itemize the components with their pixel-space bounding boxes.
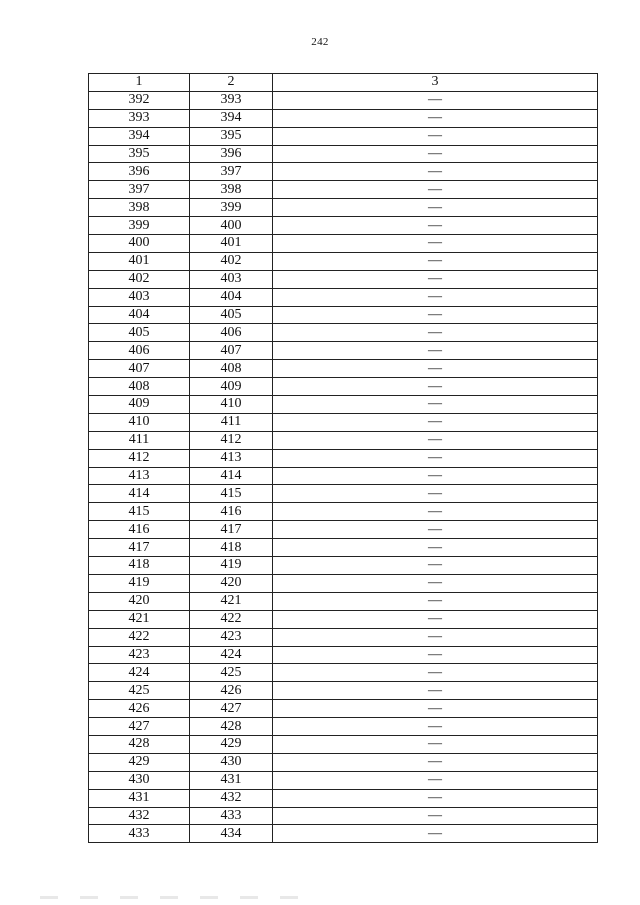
table-row <box>89 628 598 646</box>
table-cell-col1: 432 <box>89 807 190 825</box>
table-header <box>89 74 598 92</box>
table-cell-col1: 406 <box>89 342 190 360</box>
table-cell-col3: — <box>273 753 598 771</box>
table-cell-col3: — <box>273 700 598 718</box>
table-cell-col1: 420 <box>89 592 190 610</box>
table-cell-col2: 406 <box>190 324 273 342</box>
table-cell-col1: 421 <box>89 610 190 628</box>
table-row <box>89 378 598 396</box>
table-cell-col3: — <box>273 467 598 485</box>
table-cell-col2: 398 <box>190 181 273 199</box>
table-cell-col1: 394 <box>89 127 190 145</box>
table-cell-col1: 392 <box>89 91 190 109</box>
table-cell-col2: 411 <box>190 413 273 431</box>
table-cell-col3: — <box>273 735 598 753</box>
table-cell-col1: 407 <box>89 360 190 378</box>
table-cell-col3: — <box>273 718 598 736</box>
table-row <box>89 771 598 789</box>
table-row <box>89 431 598 449</box>
table-cell-col3: — <box>273 413 598 431</box>
table-row <box>89 467 598 485</box>
table-row <box>89 789 598 807</box>
table-cell-col1: 413 <box>89 467 190 485</box>
table-cell-col2: 423 <box>190 628 273 646</box>
table-row <box>89 521 598 539</box>
table-cell-col3: — <box>273 628 598 646</box>
table-cell-col3: — <box>273 396 598 414</box>
table-cell-col1: 418 <box>89 557 190 575</box>
table-cell-col1: 415 <box>89 503 190 521</box>
table-cell-col2: 419 <box>190 557 273 575</box>
table-cell-col3: — <box>273 610 598 628</box>
table-row <box>89 324 598 342</box>
table-cell-col1: 424 <box>89 664 190 682</box>
table-cell-col1: 393 <box>89 109 190 127</box>
table-cell-col2: 399 <box>190 199 273 217</box>
table-cell-col2: 422 <box>190 610 273 628</box>
table-cell-col3: — <box>273 324 598 342</box>
table-cell-col1: 408 <box>89 378 190 396</box>
table-cell-col3: — <box>273 217 598 235</box>
table-cell-col3: — <box>273 145 598 163</box>
table-cell-col2: 418 <box>190 539 273 557</box>
table-row <box>89 610 598 628</box>
table-cell-col3: — <box>273 109 598 127</box>
table-row <box>89 396 598 414</box>
table-row <box>89 682 598 700</box>
table-cell-col3: — <box>273 91 598 109</box>
table-cell-col3: — <box>273 288 598 306</box>
table-cell-col1: 417 <box>89 539 190 557</box>
table-row <box>89 306 598 324</box>
table-cell-col3: — <box>273 449 598 467</box>
table-cell-col2: 404 <box>190 288 273 306</box>
table-cell-col2: 405 <box>190 306 273 324</box>
table-cell-col2: 424 <box>190 646 273 664</box>
table-cell-col3: — <box>273 306 598 324</box>
table-row <box>89 718 598 736</box>
table-cell-col2: 427 <box>190 700 273 718</box>
table-cell-col2: 400 <box>190 217 273 235</box>
table-cell-col1: 398 <box>89 199 190 217</box>
table-cell-col1: 395 <box>89 145 190 163</box>
table-cell-col3: — <box>273 360 598 378</box>
table-cell-col2: 426 <box>190 682 273 700</box>
table-cell-col3: — <box>273 592 598 610</box>
table-cell-col3: — <box>273 235 598 253</box>
data-table <box>88 73 598 843</box>
table-cell-col2: 408 <box>190 360 273 378</box>
table-row <box>89 700 598 718</box>
table-cell-col3: — <box>273 270 598 288</box>
table-cell-col2: 416 <box>190 503 273 521</box>
table-row <box>89 646 598 664</box>
table-row <box>89 91 598 109</box>
table-cell-col3: — <box>273 574 598 592</box>
table-cell-col3: — <box>273 557 598 575</box>
table-row <box>89 557 598 575</box>
table-cell-col1: 414 <box>89 485 190 503</box>
table-cell-col2: 434 <box>190 825 273 843</box>
table-cell-col2: 401 <box>190 235 273 253</box>
table-cell-col2: 413 <box>190 449 273 467</box>
table-row <box>89 574 598 592</box>
table-cell-col2: 430 <box>190 753 273 771</box>
table-cell-col1: 403 <box>89 288 190 306</box>
table-cell-col2: 433 <box>190 807 273 825</box>
table-cell-col1: 411 <box>89 431 190 449</box>
table-row <box>89 342 598 360</box>
table-cell-col2: 402 <box>190 252 273 270</box>
table-row <box>89 485 598 503</box>
table-cell-col3: — <box>273 163 598 181</box>
table-cell-col3: — <box>273 181 598 199</box>
table-cell-col2: 421 <box>190 592 273 610</box>
table-cell-col3: — <box>273 252 598 270</box>
table-cell-col3: — <box>273 646 598 664</box>
table-cell-col1: 404 <box>89 306 190 324</box>
table-cell-col2: 403 <box>190 270 273 288</box>
table-row <box>89 181 598 199</box>
table-cell-col1: 396 <box>89 163 190 181</box>
table-cell-col2: 412 <box>190 431 273 449</box>
table-cell-col1: 422 <box>89 628 190 646</box>
table-cell-col2: 431 <box>190 771 273 789</box>
table-cell-col3: — <box>273 771 598 789</box>
column-header-2: 2 <box>190 74 273 92</box>
table-cell-col1: 427 <box>89 718 190 736</box>
table-cell-col3: — <box>273 807 598 825</box>
table-row <box>89 235 598 253</box>
table-row <box>89 449 598 467</box>
table-row <box>89 413 598 431</box>
table-row <box>89 360 598 378</box>
table-cell-col2: 396 <box>190 145 273 163</box>
table-cell-col2: 395 <box>190 127 273 145</box>
table-row <box>89 127 598 145</box>
table-cell-col1: 431 <box>89 789 190 807</box>
table-cell-col3: — <box>273 682 598 700</box>
table-row <box>89 145 598 163</box>
table-cell-col3: — <box>273 539 598 557</box>
header-row <box>89 74 598 92</box>
table-cell-col1: 433 <box>89 825 190 843</box>
table-row <box>89 539 598 557</box>
table-cell-col2: 425 <box>190 664 273 682</box>
table-cell-col2: 397 <box>190 163 273 181</box>
table-cell-col1: 397 <box>89 181 190 199</box>
table-cell-col1: 401 <box>89 252 190 270</box>
table-cell-col3: — <box>273 825 598 843</box>
column-header-3: 3 <box>273 74 598 92</box>
table-cell-col1: 416 <box>89 521 190 539</box>
table-cell-col3: — <box>273 485 598 503</box>
table-cell-col2: 415 <box>190 485 273 503</box>
table-cell-col2: 410 <box>190 396 273 414</box>
table-cell-col3: — <box>273 431 598 449</box>
table-cell-col1: 423 <box>89 646 190 664</box>
table-row <box>89 753 598 771</box>
table-cell-col1: 429 <box>89 753 190 771</box>
table-cell-col1: 425 <box>89 682 190 700</box>
table-row <box>89 270 598 288</box>
table-row <box>89 807 598 825</box>
table-cell-col1: 399 <box>89 217 190 235</box>
table-cell-col1: 405 <box>89 324 190 342</box>
table-cell-col3: — <box>273 664 598 682</box>
table-cell-col2: 414 <box>190 467 273 485</box>
table-cell-col2: 417 <box>190 521 273 539</box>
table-cell-col2: 429 <box>190 735 273 753</box>
table-cell-col2: 428 <box>190 718 273 736</box>
table-row <box>89 199 598 217</box>
table-cell-col2: 393 <box>190 91 273 109</box>
scan-artifact <box>40 896 310 899</box>
table-row <box>89 217 598 235</box>
table-cell-col1: 412 <box>89 449 190 467</box>
table-cell-col3: — <box>273 199 598 217</box>
table-cell-col1: 428 <box>89 735 190 753</box>
table-cell-col2: 409 <box>190 378 273 396</box>
table-cell-col3: — <box>273 789 598 807</box>
table-cell-col1: 409 <box>89 396 190 414</box>
table-row <box>89 503 598 521</box>
table-cell-col2: 394 <box>190 109 273 127</box>
table-cell-col3: — <box>273 127 598 145</box>
table-cell-col2: 432 <box>190 789 273 807</box>
table-row <box>89 825 598 843</box>
table-cell-col1: 402 <box>89 270 190 288</box>
table-cell-col3: — <box>273 521 598 539</box>
table-row <box>89 664 598 682</box>
table-cell-col1: 410 <box>89 413 190 431</box>
table-cell-col1: 430 <box>89 771 190 789</box>
table-body <box>89 91 598 842</box>
table-cell-col3: — <box>273 342 598 360</box>
table-row <box>89 109 598 127</box>
table-row <box>89 735 598 753</box>
page-number: 242 <box>311 36 329 48</box>
table-cell-col1: 419 <box>89 574 190 592</box>
column-header-1: 1 <box>89 74 190 92</box>
table-row <box>89 163 598 181</box>
table-row <box>89 592 598 610</box>
table-cell-col3: — <box>273 503 598 521</box>
table-cell-col3: — <box>273 378 598 396</box>
table-cell-col2: 420 <box>190 574 273 592</box>
table-row <box>89 288 598 306</box>
table-row <box>89 252 598 270</box>
table-cell-col1: 426 <box>89 700 190 718</box>
table-cell-col1: 400 <box>89 235 190 253</box>
table-cell-col2: 407 <box>190 342 273 360</box>
